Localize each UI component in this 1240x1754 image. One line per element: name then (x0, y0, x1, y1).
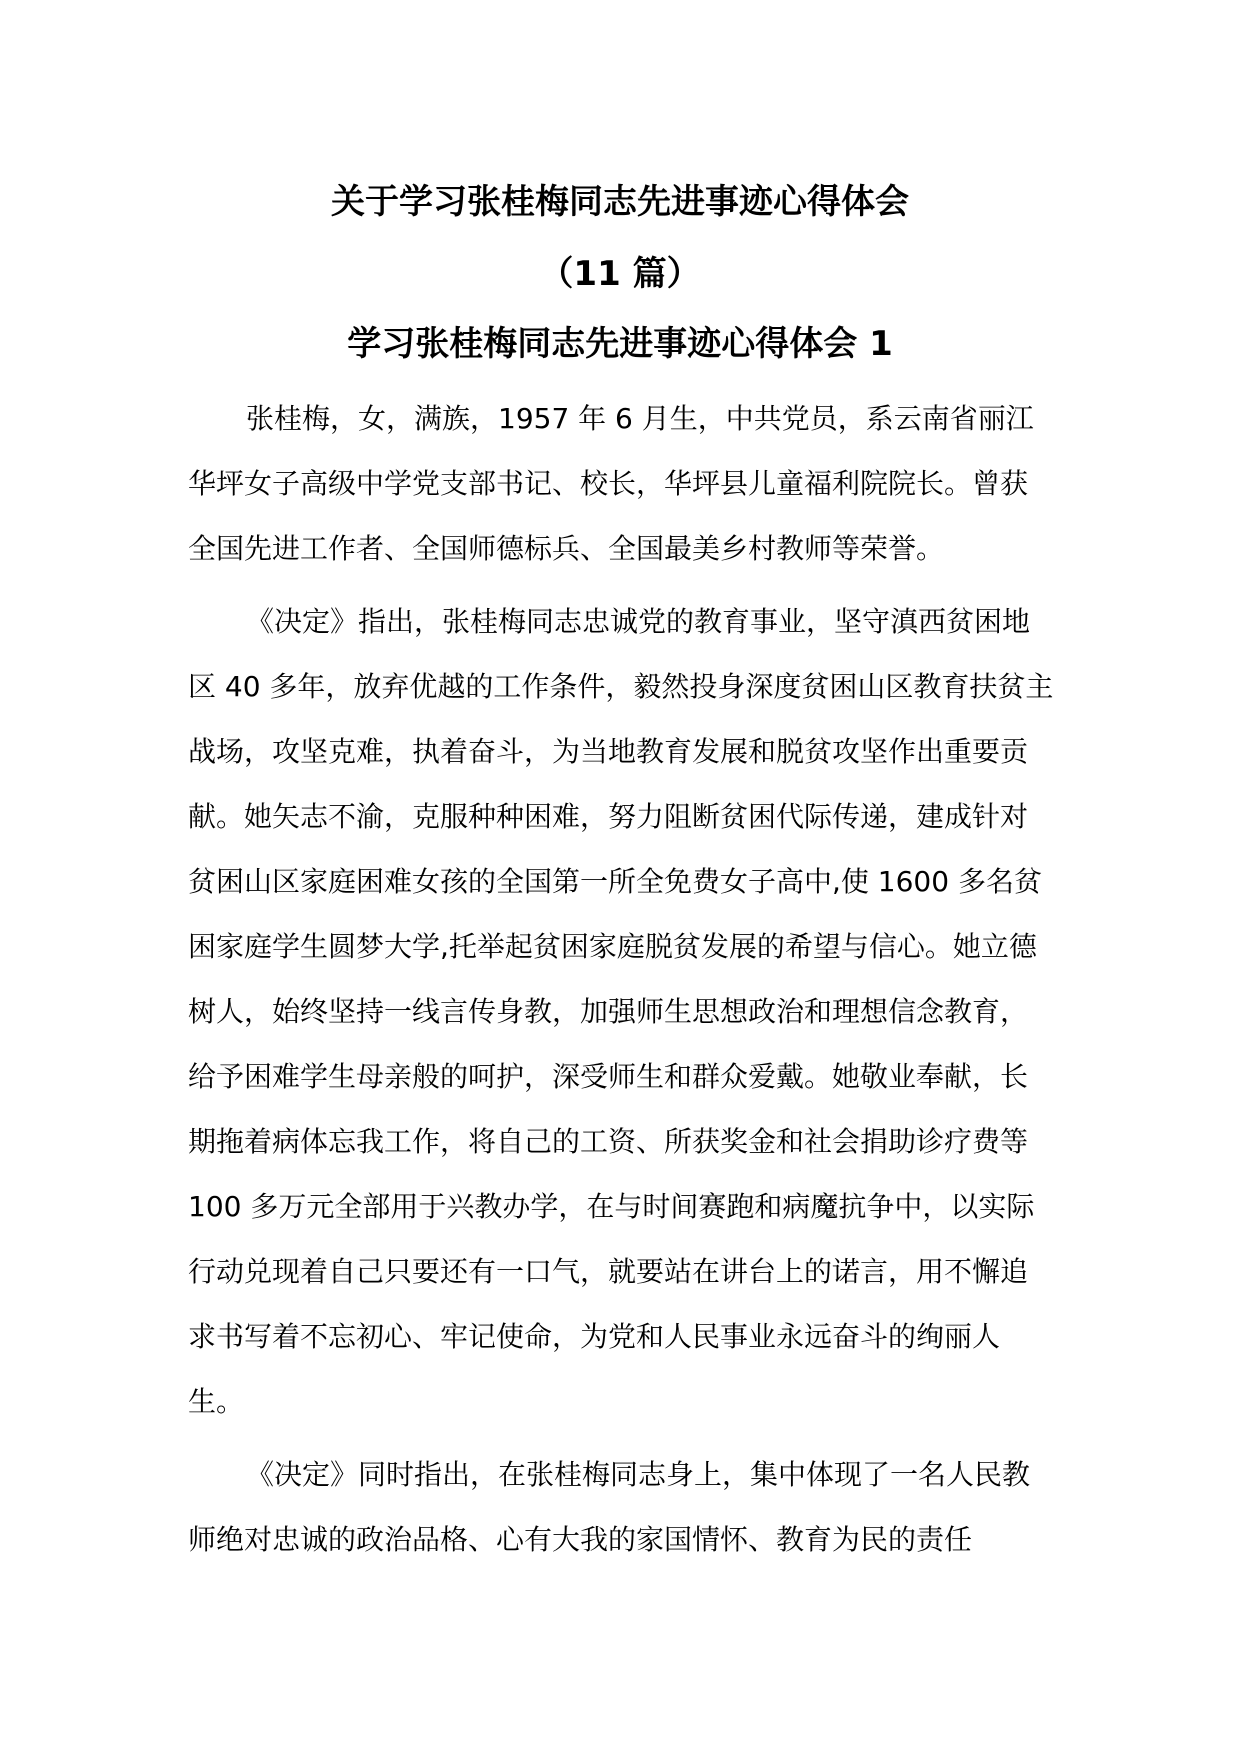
document-body (188, 386, 1054, 1580)
document-subtitle: （11 篇） (539, 254, 701, 294)
document-title: 关于学习张桂梅同志先进事迹心得体会 (331, 182, 909, 222)
paragraph-1: 张桂梅，女，满族，1957 年 6 月生，中共党员，系云南省丽江华坪女子高级中学党支部书记、校长，华坪县儿童福利院院长。曾获全国先进工作者、全国师德标兵、全国最美乡村教师等荣誉。 (188, 402, 1034, 565)
section-title: 学习张桂梅同志先进事迹心得体会 1 (347, 324, 893, 364)
paragraph-2: 《决定》指出，张桂梅同志忠诚党的教育事业，坚守滇西贫困地区 40 多年，放弃优越的工作条件，毅然投身深度贫困山区教育扶贫主战场，攻坚克难，执着奋斗，为当地教育发展和脱贫攻坚作出重要贡献。她矢志不渝，克服种种困难，努力阻断贫困代际传递，建成针对贫困山区家庭困难女孩的全国第一所全免费女子高中,使 1600 多名贫困家庭学生圆梦大学,托举起贫困家庭脱贫发展的希望与信心。她立德树人，始终坚持一线言传身教，加强师生思想政治和理想信念教育，给予困难学生母亲般的呵护，深受师生和群众爱戴。她敬业奉献，长期拖着病体忘我工作，将自己的工资、所获奖金和社会捐助诊疗费等 100 多万元全部用于兴教办学，在与时间赛跑和病魔抗争中，以实际行动兑现着自己只要还有一口气，就要站在讲台上的诺言，用不懈追求书写着不忘初心、牢记使命，为党和人民事业永远奋斗的绚丽人生。 (188, 605, 1054, 1418)
paragraph-3: 《决定》同时指出，在张桂梅同志身上，集中体现了一名人民教师绝对忠诚的政治品格、心有大我的家国情怀、教育为民的责任 (188, 1458, 1031, 1556)
